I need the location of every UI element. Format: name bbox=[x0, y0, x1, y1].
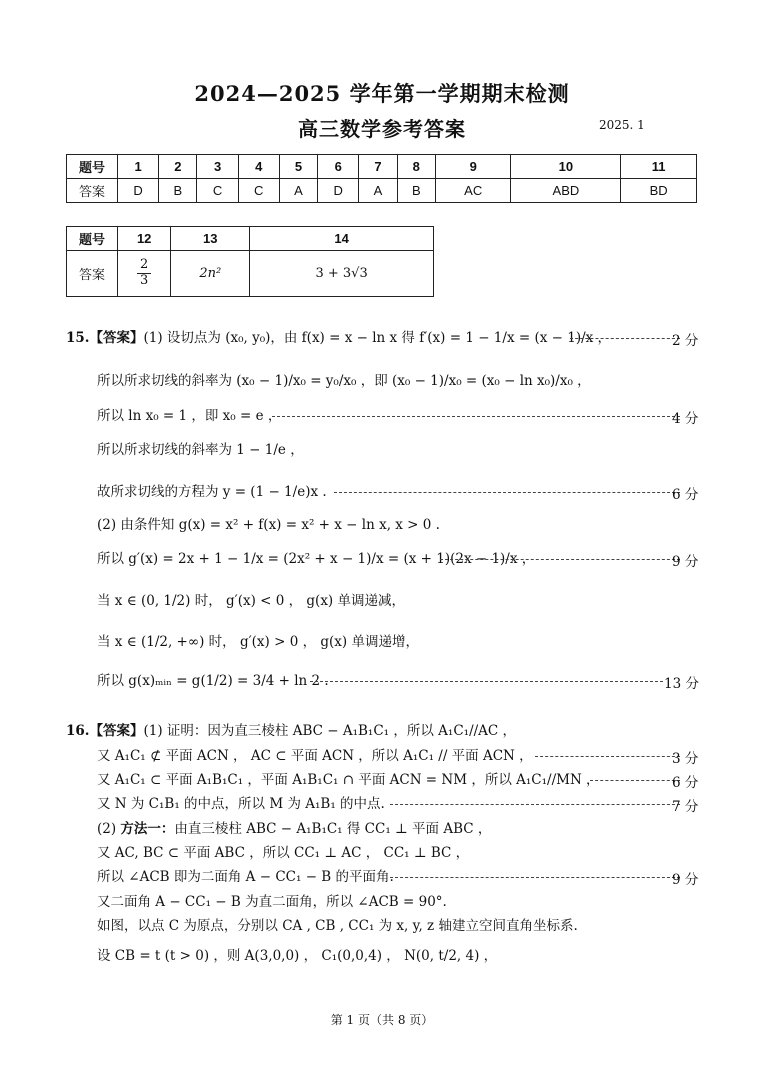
table-cell: ABD bbox=[511, 179, 621, 203]
table-cell: 4 bbox=[238, 155, 279, 179]
solution-line: 所以 ∠ACB 即为二面角 A − CC₁ − B 的平面角. bbox=[97, 869, 394, 885]
table-cell: D bbox=[318, 179, 359, 203]
table-cell bbox=[118, 251, 171, 297]
table-row bbox=[67, 179, 697, 203]
table-cell: BD bbox=[621, 179, 697, 203]
table-cell: A bbox=[279, 179, 317, 203]
fraction-numerator: 2 bbox=[137, 258, 151, 274]
table-cell: 答案 bbox=[67, 179, 118, 203]
score-mark: 6 分 bbox=[672, 487, 699, 503]
answer-table-2 bbox=[66, 226, 434, 297]
table-cell: 2 bbox=[159, 155, 197, 179]
dotted-leader bbox=[590, 780, 680, 781]
solution-text: (1) 设切点为 (x₀, y₀)，由 f(x) = x − ln x 得 f′(x) = 1 − 1/x = (x − 1)/x ， bbox=[143, 330, 612, 346]
solution-line: 所以 ln x₀ = 1 ，即 x₀ = e ， bbox=[97, 408, 282, 424]
solution-text: (1) 证明：因为直三棱柱 ABC − A₁B₁C₁ ，所以 A₁C₁//AC ， bbox=[143, 723, 517, 739]
score-mark: 7 分 bbox=[672, 799, 699, 815]
part-label: (2) bbox=[97, 821, 121, 837]
table-cell: 题号 bbox=[67, 155, 118, 179]
table-cell: 7 bbox=[359, 155, 397, 179]
score-mark: 4 分 bbox=[672, 411, 699, 427]
dotted-leader bbox=[390, 804, 680, 805]
solution-line: (2) 由条件知 g(x) = x² + f(x) = x² + x − ln x, x > 0 . bbox=[97, 517, 440, 533]
dotted-leader bbox=[334, 492, 680, 493]
answer-tag: 【答案】 bbox=[89, 723, 144, 739]
q15-line-1 bbox=[66, 329, 611, 347]
table-cell: 10 bbox=[511, 155, 621, 179]
solution-line: 当 x ∈ (1/2, +∞) 时， g′(x) > 0 ， g(x) 单调递增， bbox=[97, 634, 419, 650]
table-cell: B bbox=[397, 179, 435, 203]
solution-line: 如图，以点 C 为原点，分别以 CA , CB , CC₁ 为 x, y, z 轴建立空间直角坐标系. bbox=[97, 918, 578, 934]
table-cell: 5 bbox=[279, 155, 317, 179]
solution-line: 又 A₁C₁ ⊄ 平面 ACN ， AC ⊂ 平面 ACN ，所以 A₁C₁ // 平面 ACN ， bbox=[97, 748, 533, 764]
table-cell: A bbox=[359, 179, 397, 203]
solution-line: 又 AC, BC ⊂ 平面 ABC ，所以 CC₁ ⊥ AC ， CC₁ ⊥ BC ， bbox=[97, 845, 470, 861]
table-row bbox=[67, 251, 434, 297]
table-cell: 答案 bbox=[67, 251, 118, 297]
dotted-leader bbox=[535, 756, 680, 757]
score-mark: 6 分 bbox=[672, 775, 699, 791]
page-footer: 第 1 页（共 8 页） bbox=[330, 1013, 434, 1027]
solution-line: 所以 g′(x) = 2x + 1 − 1/x = (2x² + x − 1)/x = (x + 1)(2x − 1)/x ， bbox=[97, 551, 536, 567]
solution-line: 又 A₁C₁ ⊂ 平面 A₁B₁C₁ ，平面 A₁B₁C₁ ∩ 平面 ACN = NM ，所以 A₁C₁//MN ， bbox=[97, 772, 600, 788]
solution-line: 所以所求切线的斜率为 (x₀ − 1)/x₀ = y₀/x₀ ，即 (x₀ − 1)/x₀ = (x₀ − ln x₀)/x₀ ， bbox=[97, 373, 591, 389]
method-label: 方法一： bbox=[120, 821, 175, 837]
method-text: 由直三棱柱 ABC − A₁B₁C₁ 得 CC₁ ⊥ 平面 ABC ， bbox=[174, 821, 492, 837]
solution-line: 设 CB = t (t > 0) ，则 A(3,0,0) ， C₁(0,0,4) ， N(0, t/2, 4) ， bbox=[97, 948, 498, 964]
score-mark: 13 分 bbox=[664, 676, 699, 692]
solution-line: 又二面角 A − CC₁ − B 为直二面角，所以 ∠ACB = 90°. bbox=[97, 894, 447, 910]
q16-method-line bbox=[97, 820, 491, 838]
dotted-leader bbox=[440, 559, 680, 560]
score-mark: 9 分 bbox=[672, 872, 699, 888]
table-cell: 题号 bbox=[67, 227, 118, 251]
answer-tag: 【答案】 bbox=[89, 330, 144, 346]
table-cell: 3 + 3√3 bbox=[250, 251, 434, 297]
table-cell: 1 bbox=[118, 155, 159, 179]
table-cell: 12 bbox=[118, 227, 171, 251]
exam-subtitle: 高三数学参考答案 bbox=[298, 117, 466, 141]
table-cell: 11 bbox=[621, 155, 697, 179]
table-row bbox=[67, 227, 434, 251]
table-cell: 13 bbox=[171, 227, 250, 251]
table-cell: B bbox=[159, 179, 197, 203]
dotted-leader bbox=[272, 416, 680, 417]
solution-line: 所以所求切线的斜率为 1 − 1/e ， bbox=[97, 442, 304, 458]
score-mark: 9 分 bbox=[672, 554, 699, 570]
dotted-leader bbox=[570, 338, 680, 339]
solution-line: 所以 g(x)ₘᵢₙ = g(1/2) = 3/4 + ln 2 . bbox=[97, 673, 329, 689]
solution-line: 当 x ∈ (0, 1/2) 时， g′(x) < 0 ， g(x) 单调递减， bbox=[97, 593, 405, 609]
exam-title: 2024—2025 学年第一学期期末检测 bbox=[194, 81, 570, 106]
fraction-denominator: 3 bbox=[140, 273, 149, 288]
score-mark: 2 分 bbox=[672, 333, 699, 349]
table-cell: 14 bbox=[250, 227, 434, 251]
exam-date: 2025. 1 bbox=[599, 118, 645, 132]
table-cell: C bbox=[238, 179, 279, 203]
question-number: 15. bbox=[66, 330, 90, 346]
table-cell: 3 bbox=[197, 155, 238, 179]
dotted-leader bbox=[310, 681, 663, 682]
q16-line-1 bbox=[66, 722, 516, 740]
table-cell: C bbox=[197, 179, 238, 203]
solution-line: 又 N 为 C₁B₁ 的中点，所以 M 为 A₁B₁ 的中点. bbox=[97, 796, 385, 812]
table-row bbox=[67, 155, 697, 179]
table-cell: 2n² bbox=[171, 251, 250, 297]
table-cell: 9 bbox=[435, 155, 511, 179]
table-cell: D bbox=[118, 179, 159, 203]
table-cell: 6 bbox=[318, 155, 359, 179]
table-cell: 8 bbox=[397, 155, 435, 179]
table-cell: AC bbox=[435, 179, 511, 203]
answer-table-1 bbox=[66, 154, 697, 203]
solution-line: 故所求切线的方程为 y = (1 − 1/e)x . bbox=[97, 484, 327, 500]
fraction bbox=[137, 258, 151, 289]
score-mark: 3 分 bbox=[672, 751, 699, 767]
question-number: 16. bbox=[66, 723, 90, 739]
dotted-leader bbox=[390, 877, 680, 878]
